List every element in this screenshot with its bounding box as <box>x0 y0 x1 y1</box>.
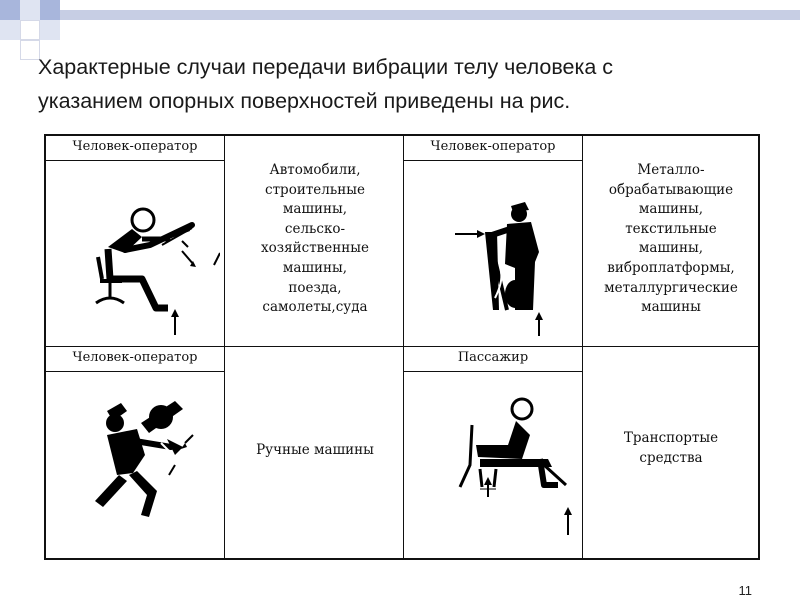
cell-header: Пассажир <box>403 346 583 372</box>
corner-square-decoration <box>20 40 40 60</box>
vibration-figure <box>44 134 760 560</box>
cell-description: Ручные машины <box>256 442 374 458</box>
cell-description: Автомобили, строительные машины, сельско- хозяйственные машины, поезда, самолеты,суда <box>261 162 369 316</box>
seated-passenger-icon <box>440 395 590 545</box>
header-bar-decoration <box>60 10 800 20</box>
cell-description: Металло- обрабатывающие машины, текстильные машины, виброплатформы, металлургические машины <box>604 162 738 316</box>
corner-square-decoration <box>0 20 20 40</box>
standing-operator-icon <box>455 190 575 340</box>
cell-header: Человек-оператор <box>45 346 225 372</box>
corner-square-decoration <box>20 20 40 40</box>
slide-title-line: указанием опорных поверхностей приведены на рис. <box>38 89 571 113</box>
page-number: 11 <box>738 583 752 598</box>
corner-square-decoration <box>20 0 40 20</box>
slide-title <box>38 50 778 118</box>
corner-square-decoration <box>40 20 60 40</box>
corner-square-decoration <box>0 0 20 20</box>
corner-square-decoration <box>40 0 60 20</box>
slide-title-line: Характерные случаи передачи вибрации телу человека с <box>38 55 614 79</box>
cell-header: Человек-оператор <box>403 135 583 161</box>
hand-tool-operator-icon <box>75 395 225 535</box>
cell-description: Транспортые средства <box>623 430 719 466</box>
seated-operator-icon <box>80 195 220 340</box>
cell-header: Человек-оператор <box>45 135 225 161</box>
